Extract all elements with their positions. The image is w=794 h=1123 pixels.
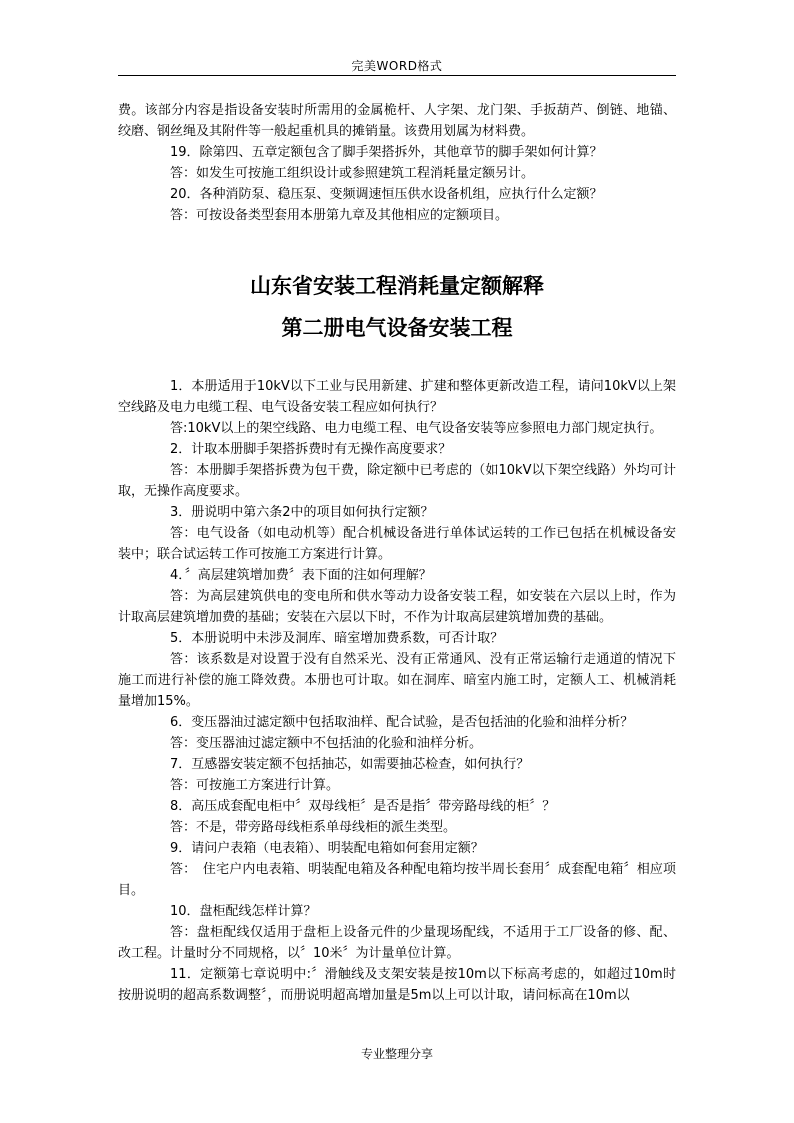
paragraph: 答：可按施工方案进行计算。 xyxy=(170,778,340,793)
paragraph: 9．请问户表箱（电表箱）、明装配电箱如何套用定额？ xyxy=(170,841,484,856)
paragraph: 3．册说明中第六条2中的项目如何执行定额？ xyxy=(170,505,434,520)
paragraph: 5．本册说明中未涉及洞库、暗室增加费系数，可否计取？ xyxy=(170,631,504,646)
document-subtitle: 第二册电气设备安装工程 xyxy=(281,315,513,340)
main-section xyxy=(118,376,676,1006)
paragraph: 11．定额第七章说明中:〞滑触线及支架安装是按10m以下标高考虑的，如超过10m时按册说明的超高系数调整〞，而册说明超高增加量是5m以上可以计取，请问标高在10m以 xyxy=(118,967,676,1003)
paragraph: 费。该部分内容是指设备安装时所需用的金属桅杆、人字架、龙门架、手扳葫芦、倒链、地锚、绞磨、钢丝绳及其附件等一般起重机具的摊销量。该费用划属为材料费。 xyxy=(118,103,676,139)
document-title: 山东省安装工程消耗量定额解释 xyxy=(250,273,544,298)
paragraph: 答：本册脚手架搭拆费为包干费，除定额中已考虑的（如10kV以下架空线路）外均可计取，无操作高度要求。 xyxy=(118,463,676,499)
paragraph: 答：不是，带旁路母线柜系单母线柜的派生类型。 xyxy=(170,820,457,835)
page-footer: 专业整理分享 xyxy=(360,1047,433,1061)
paragraph: 答：盘柜配线仅适用于盘柜上设备元件的少量现场配线，不适用于工厂设备的修、配、改工程。计量时分不同规格，以〞10米〞为计量单位计算。 xyxy=(118,925,676,961)
paragraph: 19．除第四、五章定额包含了脚手架搭拆外，其他章节的脚手架如何计算？ xyxy=(170,145,603,160)
paragraph: 答：变压器油过滤定额中不包括油的化验和油样分析。 xyxy=(170,736,483,751)
paragraph: 答:10kV以上的架空线路、电力电缆工程、电气设备安装等应参照电力部门规定执行。 xyxy=(170,421,663,436)
paragraph: 6．变压器油过滤定额中包括取油样、配合试验，是否包括油的化验和油样分析？ xyxy=(170,715,634,730)
header-divider xyxy=(118,75,676,76)
paragraph: 4．〞高层建筑增加费〞表下面的注如何理解？ xyxy=(170,568,432,583)
paragraph: 答：如发生可按施工组织设计或参照建筑工程消耗量定额另计。 xyxy=(170,166,535,181)
title-block xyxy=(0,268,794,346)
paragraph: 答： 住宅户内电表箱、明装配电箱及各种配电箱均按半周长套用〞成套配电箱〞相应项目。 xyxy=(118,862,676,898)
intro-section xyxy=(118,100,676,226)
paragraph: 答：可按设备类型套用本册第九章及其他相应的定额项目。 xyxy=(170,208,509,223)
paragraph: 1．本册适用于10kV以下工业与民用新建、扩建和整体更新改造工程，请问10kV以上架空线路及电力电缆工程、电气设备安装工程应如何执行？ xyxy=(118,379,676,415)
paragraph: 20．各种消防泵、稳压泵、变频调速恒压供水设备机组，应执行什么定额？ xyxy=(170,187,603,202)
paragraph: 答：该系数是对设置于没有自然采光、没有正常通风、没有正常运输行走通道的情况下施工而进行补偿的施工降效费。本册也可计取。如在洞库、暗室内施工时，定额人工、机械消耗量增加15%。 xyxy=(118,652,676,709)
paragraph: 7．互感器安装定额不包括抽芯，如需要抽芯检查，如何执行？ xyxy=(170,757,530,772)
paragraph: 10．盘柜配线怎样计算？ xyxy=(170,904,317,919)
paragraph: 答：电气设备（如电动机等）配合机械设备进行单体试运转的工作已包括在机械设备安装中；联合试运转工作可按施工方案进行计算。 xyxy=(118,526,676,562)
paragraph: 答：为高层建筑供电的变电所和供水等动力设备安装工程，如安装在六层以上时，作为计取高层建筑增加费的基础；安装在六层以下时，不作为计取高层建筑增加费的基础。 xyxy=(118,589,676,625)
paragraph: 8．高压成套配电柜中〞双母线柜〞是否是指〞带旁路母线的柜〞？ xyxy=(170,799,556,814)
page-header: 完美WORD格式 xyxy=(351,59,443,73)
paragraph: 2．计取本册脚手架搭拆费时有无操作高度要求？ xyxy=(170,442,452,457)
